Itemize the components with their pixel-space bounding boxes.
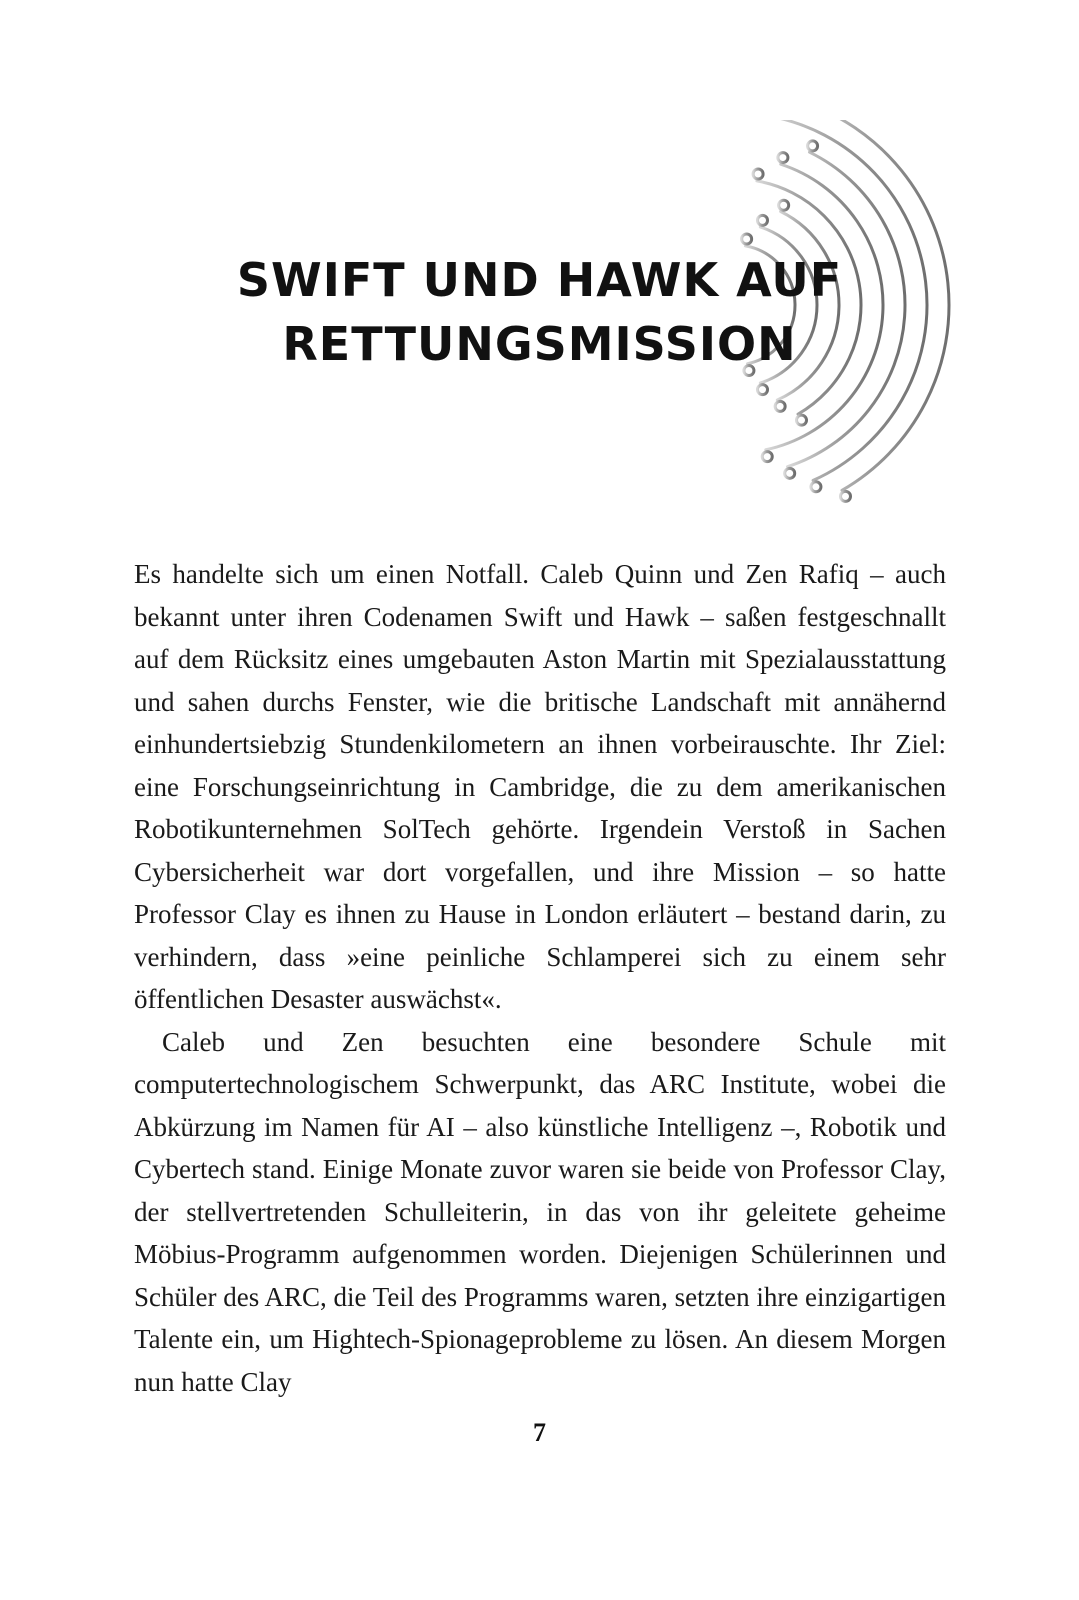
circuit-node bbox=[785, 468, 795, 478]
circuit-node bbox=[841, 491, 851, 501]
chapter-title bbox=[0, 248, 1079, 376]
body-text bbox=[134, 553, 946, 1403]
circuit-node bbox=[762, 452, 772, 462]
chapter-title-line-2: RETTUNGSMISSION bbox=[282, 317, 797, 371]
circuit-node bbox=[779, 200, 789, 210]
circuit-node bbox=[811, 482, 821, 492]
paragraph-2: Caleb und Zen besuchten eine besondere Schule mit computertechnologischem Schwerpunkt, das ARC Institute, wobei die Abkürzung im Namen für AI – also künstliche Intelligenz –, Robotik und Cybertech stand. Einige Monate zuvor waren sie beide von Professor Clay, der stellvertretenden Schulleiterin, in das von ihr geleitete geheime Möbius-Programm aufgenommen worden. Diejenigen Schülerinnen und Schüler des ARC, die Teil des Programms waren, setzten ihre einzigartigen Talente ein, um Hightech-Spionageprobleme zu lösen. An diesem Morgen nun hatte Clay bbox=[134, 1026, 946, 1397]
chapter-title-line-1: SWIFT UND HAWK AUF bbox=[236, 253, 843, 307]
circuit-node bbox=[775, 401, 785, 411]
circuit-node bbox=[758, 385, 768, 395]
circuit-node bbox=[758, 215, 768, 225]
circuit-node bbox=[753, 169, 763, 179]
circuit-node bbox=[797, 415, 807, 425]
page-number: 7 bbox=[533, 1418, 546, 1447]
paragraph-1: Es handelte sich um einen Notfall. Caleb Quinn und Zen Rafiq – auch bekannt unter ihren Codenamen Swift und Hawk – saßen festgeschnallt auf dem Rücksitz eines umgebauten Aston Martin mit Spezialausstattung und sahen durchs Fenster, wie die britische Landschaft mit annähernd einhundertsiebzig Stundenkilometern an ihnen vorbeirauschte. Ihr Ziel: eine Forschungseinrichtung in Cambridge, die zu dem amerikanischen Robotikunternehmen SolTech gehörte. Irgendein Verstoß in Sachen Cybersicherheit war dort vorgefallen, und ihre Mission – so hatte Professor Clay es ihnen zu Hause in London erläutert – bestand darin, zu verhindern, dass »eine peinliche Schlamperei sich zu einem sehr öffentlichen Desaster auswächst«. bbox=[134, 559, 946, 1014]
circuit-node bbox=[778, 153, 788, 163]
circuit-node bbox=[742, 234, 752, 244]
circuit-node bbox=[808, 141, 818, 151]
